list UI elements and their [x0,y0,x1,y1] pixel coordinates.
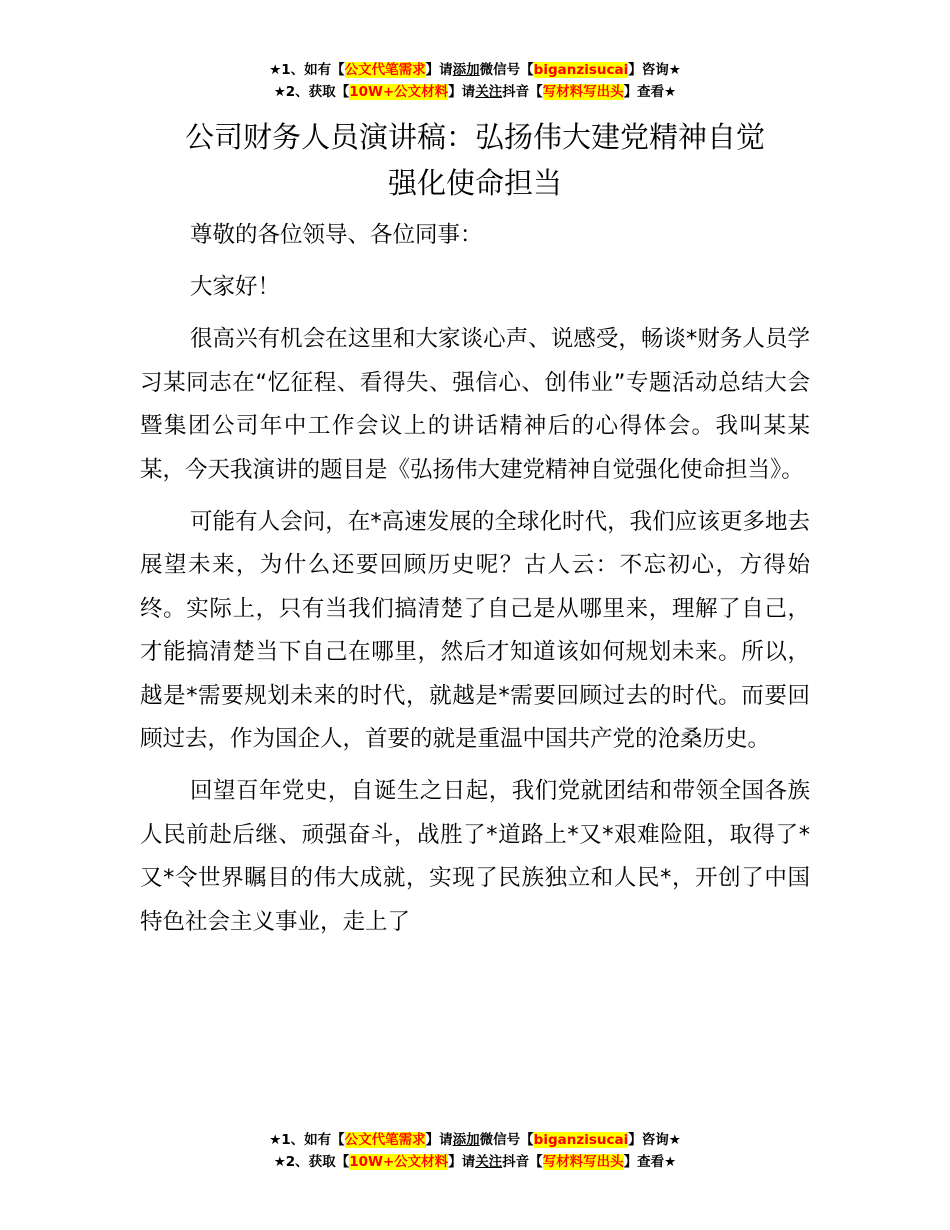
banner-text: ★2、获取【 [273,84,350,100]
banner-text: ★1、如有【 [269,62,345,78]
document-title [140,114,810,206]
salutation: 尊敬的各位领导、各位同事： [190,222,483,248]
banner-line-1 [0,59,950,81]
banner-text: 】查看★ [623,1154,677,1170]
banner-text: 抖音【 [502,1154,543,1170]
banner-highlight: 公文代笔需求 [344,62,426,78]
banner-highlight: biganzisucai [533,1132,629,1148]
banner-text: 】请 [425,1132,453,1148]
banner-text: 微信号【 [479,1132,534,1148]
banner-line-2 [0,1151,950,1173]
document-body [140,214,810,953]
title-line-1: 公司财务人员演讲稿：弘扬伟大建党精神自觉 [184,120,765,154]
header-banner [0,59,950,103]
banner-underlined: 关注 [475,1154,503,1170]
banner-text: 】请 [425,62,453,78]
paragraph: 回望百年党史，自诞生之日起，我们党就团结和带领全国各族人民前赴后继、顽强奋斗，战胜了*道路上*又*艰难险阻，取得了*又*令世界瞩目的伟大成就，实现了民族独立和人民*，开创了中国特色社会主义事业，走上了 [140,778,810,935]
banner-highlight: 10W+公文材料 [349,1154,449,1170]
banner-underlined: 关注 [475,84,503,100]
banner-line-2 [0,81,950,103]
banner-text: 】咨询★ [628,1132,681,1148]
banner-line-1 [0,1129,950,1151]
paragraph: 可能有人会问，在*高速发展的全球化时代，我们应该更多地去展望未来，为什么还要回顾历史呢？古人云：不忘初心，方得始终。实际上，只有当我们搞清楚了自己是从哪里来，理解了自己，才能搞清楚当下自己在哪里，然后才知道该如何规划未来。所以，越是*需要规划未来的时代，就越是*需要回顾过去的时代。而要回顾过去，作为国企人，首要的就是重温中国共产党的沧桑历史。 [140,508,810,752]
paragraph: 很高兴有机会在这里和大家谈心声、说感受，畅谈*财务人员学习某同志在“忆征程、看得失、强信心、创伟业”专题活动总结大会暨集团公司年中工作会议上的讲话精神后的心得体会。我叫某某某，今天我演讲的题目是《弘扬伟大建党精神自觉强化使命担当》。 [140,326,810,483]
banner-underlined: 添加 [452,62,480,78]
banner-text: 】查看★ [623,84,677,100]
banner-highlight: 公文代笔需求 [344,1132,426,1148]
banner-highlight: 写材料写出头 [542,84,624,100]
banner-text: 】请 [448,1154,476,1170]
footer-banner [0,1129,950,1173]
banner-highlight: biganzisucai [533,62,629,78]
banner-text: 】咨询★ [628,62,681,78]
banner-text: ★1、如有【 [269,1132,345,1148]
banner-text: ★2、获取【 [273,1154,350,1170]
greeting: 大家好！ [190,274,281,300]
banner-highlight: 写材料写出头 [542,1154,624,1170]
title-line-2: 强化使命担当 [387,166,562,200]
banner-highlight: 10W+公文材料 [349,84,449,100]
banner-underlined: 添加 [452,1132,480,1148]
banner-text: 微信号【 [479,62,534,78]
banner-text: 抖音【 [502,84,543,100]
banner-text: 】请 [448,84,476,100]
